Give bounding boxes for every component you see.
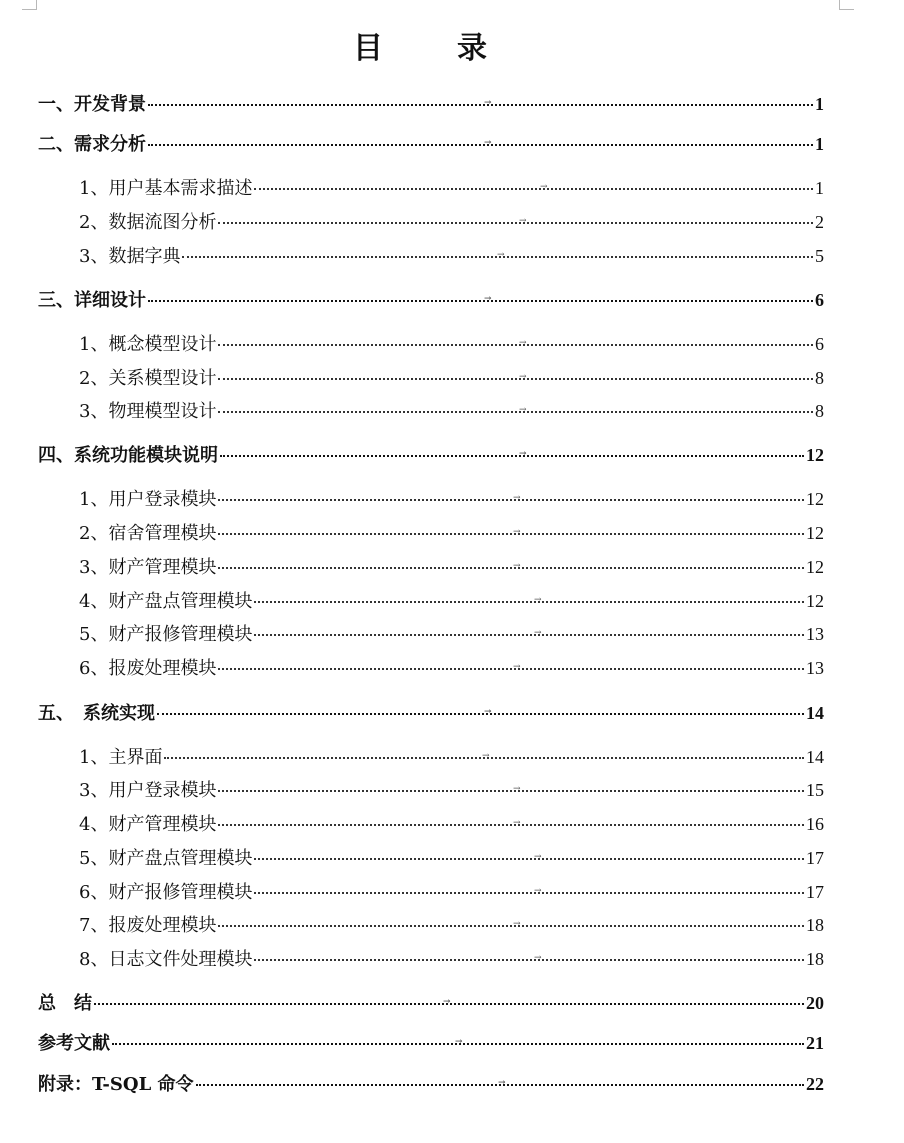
toc-leader-dots [254,634,804,636]
tab-arrow-icon: → [519,338,527,348]
toc-entry-text: 1、用户登录模块 [79,489,217,510]
tab-arrow-icon: → [484,707,492,717]
toc-entry[interactable] [79,621,824,648]
toc-entry[interactable] [79,588,824,615]
tab-arrow-icon: → [455,1037,463,1047]
toc-entry-text: 8、日志文件处理模块 [79,949,253,970]
toc-page-number: 17 [806,848,824,868]
toc-entry[interactable] [38,287,824,314]
toc-page-number: 6 [815,334,824,354]
toc-page-number: 17 [806,882,824,902]
toc-entry-text: 6、报废处理模块 [79,658,217,679]
tab-arrow-icon: → [513,784,521,794]
toc-entry[interactable] [38,1030,824,1057]
toc-entry-text: 2、关系模型设计 [79,368,217,389]
toc-entry[interactable] [79,811,824,838]
toc-entry[interactable] [79,946,824,973]
toc-page-number: 13 [806,658,824,678]
toc-entry[interactable] [79,331,824,358]
tab-arrow-icon: → [534,595,542,605]
toc-entry-text: 五、 系统实现 [38,703,155,724]
tab-arrow-icon: → [513,493,521,503]
toc-page-number: 8 [815,368,824,388]
toc-leader-dots [254,188,813,190]
toc-entry[interactable] [79,520,824,547]
toc-leader-dots [218,411,813,413]
toc-page-number: 12 [806,557,824,577]
toc-page-number: 21 [806,1033,824,1053]
toc-entry-text: 四、系统功能模块说明 [38,445,218,466]
toc-entry[interactable] [38,700,824,727]
toc-page-number: 1 [815,134,824,154]
toc-page-number: 20 [806,993,824,1013]
toc-page-number: 13 [806,624,824,644]
toc-page-number: 5 [815,246,824,266]
toc-entry-text: 附录：T-SQL 命令 [38,1074,194,1095]
tab-arrow-icon: → [498,1078,506,1088]
tab-arrow-icon: → [484,138,492,148]
toc-page-number: 14 [806,747,824,767]
toc-page-number: 12 [806,489,824,509]
toc-entry-text: 5、财产报修管理模块 [79,624,253,645]
toc-leader-dots [218,668,804,670]
toc-entry[interactable] [79,486,824,513]
toc-entry[interactable] [79,554,824,581]
toc-entry[interactable] [79,175,824,202]
tab-arrow-icon: → [513,919,521,929]
toc-entry[interactable] [38,131,824,158]
toc-leader-dots [254,892,804,894]
toc-entry-text: 1、概念模型设计 [79,334,217,355]
toc-page-number: 1 [815,178,824,198]
tab-arrow-icon: → [484,294,492,304]
toc-entry[interactable] [79,845,824,872]
toc-entry-text: 3、用户登录模块 [79,780,217,801]
toc-page-number: 12 [806,591,824,611]
tab-arrow-icon: → [534,886,542,896]
tab-arrow-icon: → [519,449,527,459]
toc-page-number: 2 [815,212,824,232]
toc-entry-text: 4、财产管理模块 [79,814,217,835]
toc-entry[interactable] [79,879,824,906]
toc-entry[interactable] [79,365,824,392]
tab-arrow-icon: → [513,561,521,571]
toc-entry[interactable] [79,777,824,804]
toc-entry-text: 2、数据流图分析 [79,212,217,233]
toc-page-number: 22 [806,1074,824,1094]
toc-entry-text: 1、用户基本需求描述 [79,178,253,199]
tab-arrow-icon: → [513,527,521,537]
toc-page-number: 14 [806,703,824,723]
toc-page-number: 12 [806,523,824,543]
toc-page-number: 18 [806,949,824,969]
tab-arrow-icon: → [513,818,521,828]
toc-entry-text: 7、报废处理模块 [79,915,217,936]
toc-entry-text: 5、财产盘点管理模块 [79,848,253,869]
toc-entry[interactable] [38,1071,824,1098]
tab-arrow-icon: → [519,216,527,226]
toc-entry-text: 一、开发背景 [38,94,146,115]
toc-leader-dots [218,533,804,535]
tab-arrow-icon: → [540,182,548,192]
toc-leader-dots [218,925,804,927]
tab-arrow-icon: → [497,250,505,260]
toc-entry-text: 二、需求分析 [38,134,146,155]
toc-entry-text: 3、物理模型设计 [79,401,217,422]
toc-entry[interactable] [79,209,824,236]
toc-title: 目 录 [353,31,509,66]
toc-leader-dots [218,344,813,346]
toc-entry-text: 3、财产管理模块 [79,557,217,578]
toc-page-number: 12 [806,445,824,465]
toc-entry-text: 总 结 [38,993,92,1014]
toc-entry[interactable] [79,243,824,270]
toc-entry[interactable] [38,990,824,1017]
toc-entry[interactable] [79,655,824,682]
toc-leader-dots [148,300,813,302]
toc-page-number: 15 [806,780,824,800]
tab-arrow-icon: → [534,953,542,963]
tab-arrow-icon: → [534,852,542,862]
toc-entry[interactable] [79,398,824,425]
page-corner-mark-left [22,0,37,10]
tab-arrow-icon: → [482,751,490,761]
toc-entry[interactable] [79,912,824,939]
tab-arrow-icon: → [519,405,527,415]
tab-arrow-icon: → [534,628,542,638]
toc-entry-text: 1、主界面 [79,747,163,768]
toc-leader-dots [220,455,804,457]
toc-entry-text: 3、数据字典 [79,246,181,267]
tab-arrow-icon: → [443,997,451,1007]
toc-entry-text: 参考文献 [38,1033,110,1054]
page-corner-mark-right [839,0,854,10]
toc-leader-dots [218,790,804,792]
toc-entry-text: 6、财产报修管理模块 [79,882,253,903]
toc-entry-text: 2、宿舍管理模块 [79,523,217,544]
tab-arrow-icon: → [519,372,527,382]
toc-entry-text: 三、详细设计 [38,290,146,311]
toc-entry[interactable] [38,91,824,118]
tab-arrow-icon: → [484,98,492,108]
toc-page-number: 1 [815,94,824,114]
toc-leader-dots [218,824,804,826]
toc-leader-dots [157,713,804,715]
toc-leader-dots [218,378,813,380]
tab-arrow-icon: → [513,662,521,672]
toc-entry[interactable] [79,744,824,771]
toc-leader-dots [254,959,804,961]
toc-entry-text: 4、财产盘点管理模块 [79,591,253,612]
toc-leader-dots [254,601,804,603]
toc-leader-dots [218,567,804,569]
toc-leader-dots [218,499,804,501]
toc-leader-dots [218,222,813,224]
toc-page-number: 8 [815,401,824,421]
toc-page-number: 6 [815,290,824,310]
toc-entry[interactable] [38,442,824,469]
toc-page-number: 16 [806,814,824,834]
toc-leader-dots [148,104,813,106]
toc-page-number: 18 [806,915,824,935]
toc-leader-dots [254,858,804,860]
toc-leader-dots [148,144,813,146]
